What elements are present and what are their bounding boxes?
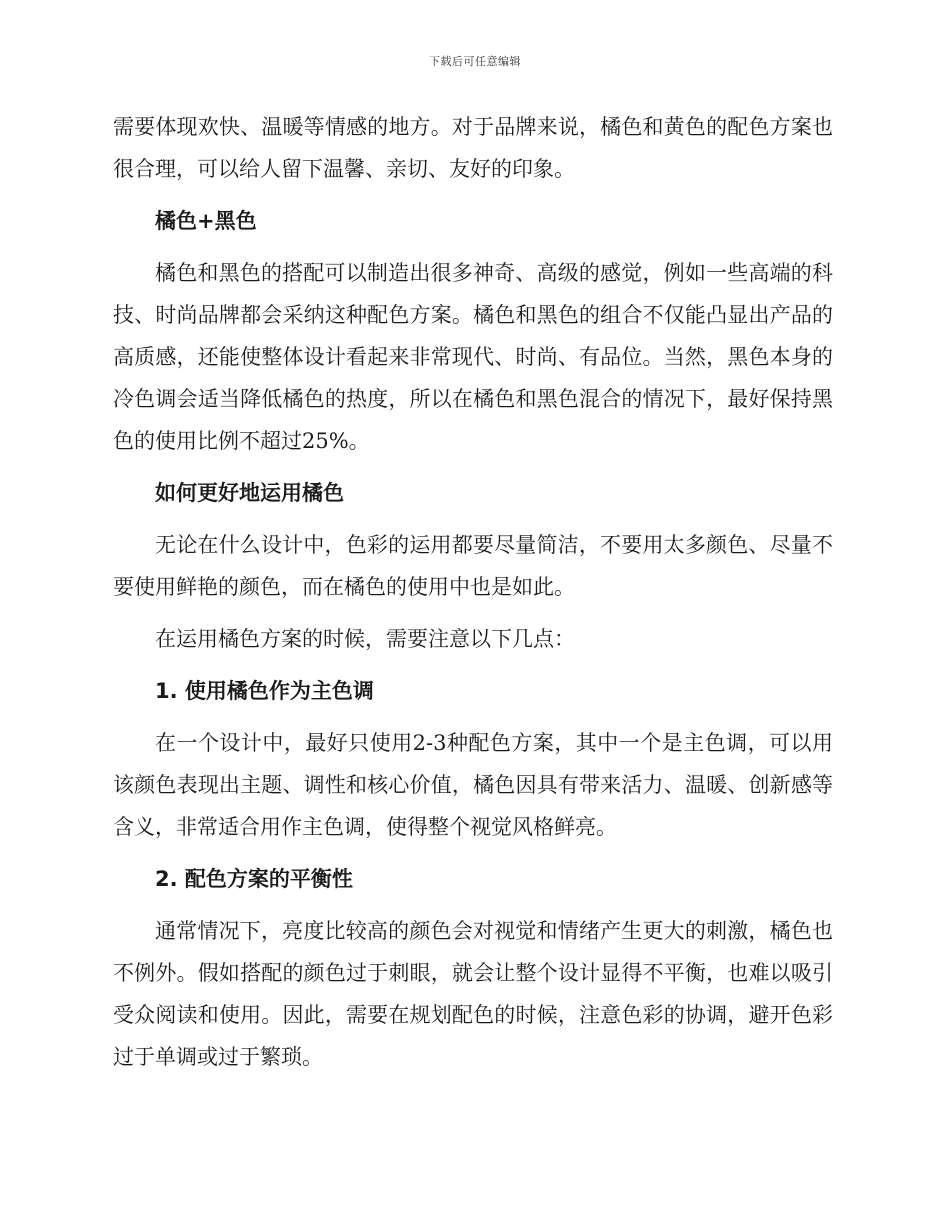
paragraph-intro-continuation: 需要体现欢快、温暖等情感的地方。对于品牌来说，橘色和黄色的配色方案也很合理，可以给人留下温馨、亲切、友好的印象。	[113, 115, 833, 181]
heading-use-orange-better: 如何更好地运用橘色	[155, 481, 344, 505]
heading-main-tone: 1. 使用橘色作为主色调	[155, 679, 374, 703]
paragraph-notes-intro: 在运用橘色方案的时候，需要注意以下几点：	[155, 627, 575, 651]
heading-orange-black: 橘色+黑色	[155, 209, 257, 233]
heading-balance: 2. 配色方案的平衡性	[155, 867, 353, 891]
document-body	[113, 106, 833, 1088]
paragraph-simplicity: 无论在什么设计中，色彩的运用都要尽量简洁，不要用太多颜色、尽量不要使用鲜艳的颜色，而在橘色的使用中也是如此。	[113, 533, 833, 599]
paragraph-balance: 通常情况下，亮度比较高的颜色会对视觉和情绪产生更大的刺激，橘色也不例外。假如搭配的颜色过于刺眼，就会让整个设计显得不平衡，也难以吸引受众阅读和使用。因此，需要在规划配色的时候，注意色彩的协调，避开色彩过于单调或过于繁琐。	[113, 919, 833, 1069]
page-header: 下载后可任意编辑	[429, 55, 521, 68]
paragraph-main-tone: 在一个设计中，最好只使用2-3种配色方案，其中一个是主色调，可以用该颜色表现出主题、调性和核心价值，橘色因具有带来活力、温暖、创新感等含义，非常适合用作主色调，使得整个视觉风格鲜亮。	[113, 731, 833, 839]
paragraph-orange-black: 橘色和黑色的搭配可以制造出很多神奇、高级的感觉，例如一些高端的科技、时尚品牌都会采纳这种配色方案。橘色和黑色的组合不仅能凸显出产品的高质感，还能使整体设计看起来非常现代、时尚、有品位。当然，黑色本身的冷色调会适当降低橘色的热度，所以在橘色和黑色混合的情况下，最好保持黑色的使用比例不超过25%。	[113, 261, 833, 453]
